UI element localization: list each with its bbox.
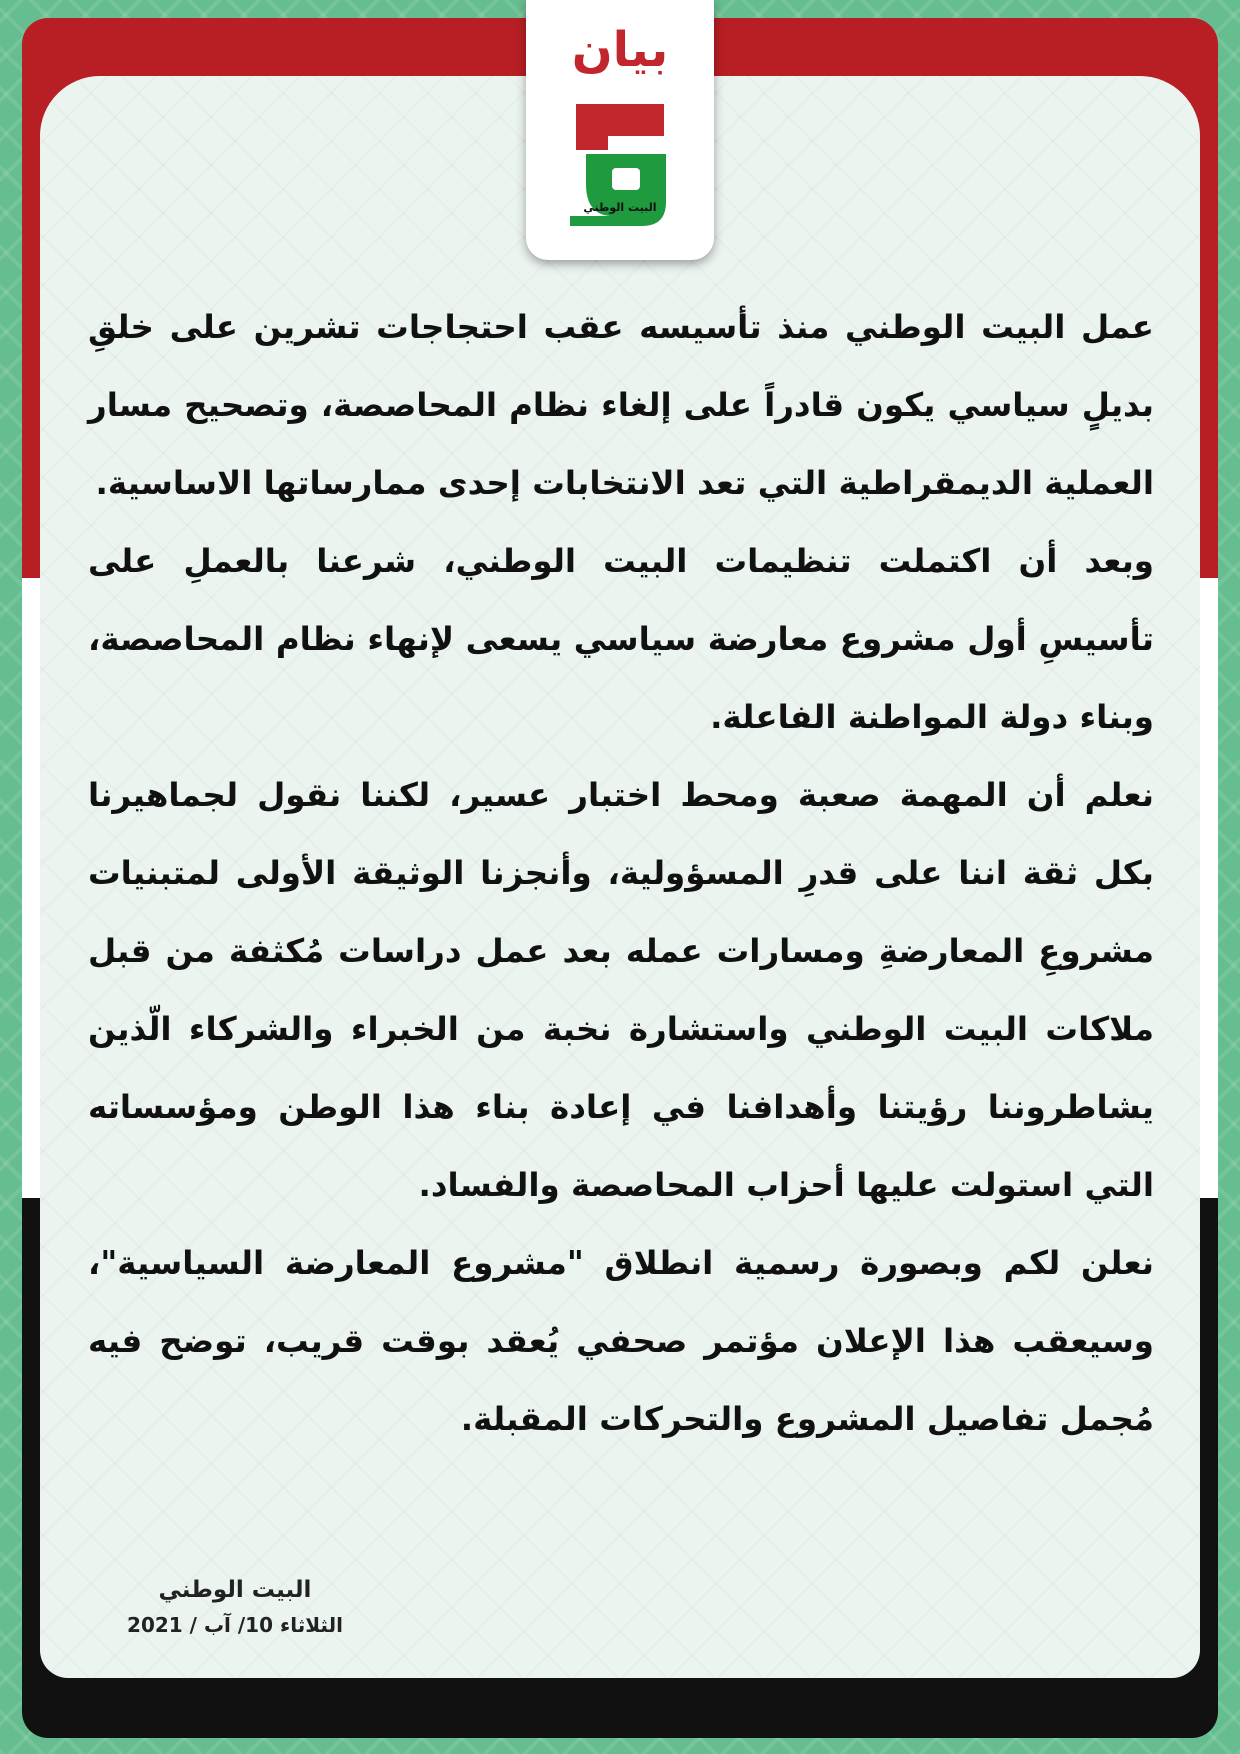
logo-title: بيان [571, 22, 669, 78]
statement-body [88, 288, 1154, 1458]
signature-name: البيت الوطني [158, 1577, 312, 1603]
signature-block [110, 1572, 360, 1642]
paragraph-2: وبعد أن اكتملت تنظيمات البيت الوطني، شرعنا بالعملِ على تأسيسِ أول مشروع معارضة سياسي يسعى لإنهاء نظام المحاصصة، وبناء دولة المواطنة الفاعلة. [88, 542, 1154, 736]
paragraph-3: نعلم أن المهمة صعبة ومحط اختبار عسير، لكننا نقول لجماهيرنا بكل ثقة اننا على قدرِ المسؤولية، وأنجزنا الوثيقة الأولى لمتبنيات مشروعِ المعارضةِ ومسارات عمله بعد عمل دراسات مُكثفة من قبل ملاكات البيت الوطني واستشارة نخبة من الخبراء والشركاء الّذين يشاطروننا رؤيتنا وأهدافنا في إعادة بناء هذا الوطن ومؤسساته التي استولت عليها أحزاب المحاصصة والفساد. [88, 776, 1154, 1204]
house-logo-icon [558, 98, 682, 240]
paragraph-1: عمل البيت الوطني منذ تأسيسه عقب احتجاجات تشرين على خلقِ بديلٍ سياسي يكون قادراً على إلغاء نظام المحاصصة، وتصحيح مسار العملية الديمقراطية التي تعد الانتخابات إحدى ممارساتها الاساسية. [88, 308, 1154, 502]
logo-card [526, 0, 714, 260]
logo-brand: البيت الوطني [583, 201, 657, 214]
signature-date: الثلاثاء 10/ آب / 2021 [127, 1613, 343, 1637]
paragraph-4: نعلن لكم وبصورة رسمية انطلاق "مشروع المعارضة السياسية"، وسيعقب هذا الإعلان مؤتمر صحفي يُعقد بوقت قريب، توضح فيه مُجمل تفاصيل المشروع والتحركات المقبلة. [88, 1244, 1154, 1438]
